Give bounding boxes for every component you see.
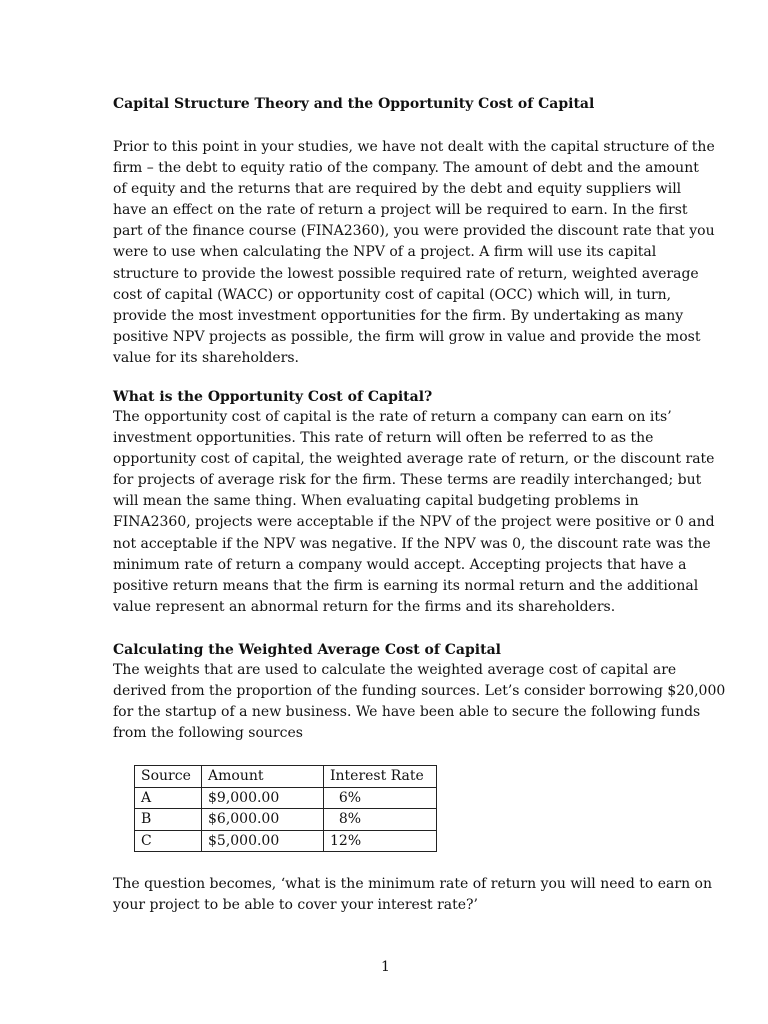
- text-line: positive NPV projects as possible, the firm will grow in value and provide the most: [113, 328, 701, 345]
- document-page: [113, 0, 726, 1024]
- table-cell: B: [135, 809, 202, 831]
- table-cell: 12%: [324, 830, 437, 852]
- text-line: investment opportunities. This rate of return will often be referred to as the: [113, 430, 654, 447]
- text-line: positive return means that the firm is earning its normal return and the additional: [113, 577, 699, 594]
- closing-paragraph: [113, 874, 712, 916]
- wacc-paragraph: [113, 660, 726, 744]
- document-title: Capital Structure Theory and the Opportunity Cost of Capital: [113, 96, 595, 112]
- text-line: have an effect on the rate of return a project will be required to earn. In the first: [113, 202, 688, 219]
- text-line: were to use when calculating the NPV of a project. A firm will use its capital: [113, 244, 657, 261]
- text-line: firm – the debt to equity ratio of the company. The amount of debt and the amount: [113, 160, 699, 177]
- section-heading-wacc: Calculating the Weighted Average Cost of Capital: [113, 642, 501, 658]
- table-cell: A: [135, 787, 202, 809]
- text-line: Prior to this point in your studies, we have not dealt with the capital structure of the: [113, 139, 715, 155]
- text-line: value for its shareholders.: [113, 349, 299, 366]
- text-line: your project to be able to cover your interest rate?’: [113, 897, 479, 914]
- text-line: not acceptable if the NPV was negative. If the NPV was 0, the discount rate was the: [113, 535, 711, 552]
- text-line: structure to provide the lowest possible required rate of return, weighted average: [113, 265, 699, 282]
- funding-sources-table: [134, 765, 437, 852]
- text-line: value represent an abnormal return for the firms and its shareholders.: [113, 598, 616, 615]
- table-header-cell: Interest Rate: [324, 766, 437, 788]
- text-line: part of the finance course (FINA2360), you were provided the discount rate that you: [113, 223, 715, 240]
- table-cell: 8%: [324, 809, 437, 831]
- text-line: FINA2360, projects were acceptable if the NPV of the project were positive or 0 and: [113, 514, 715, 531]
- text-line: for the startup of a new business. We have been able to secure the following funds: [113, 704, 701, 721]
- text-line: will mean the same thing. When evaluating capital budgeting problems in: [113, 493, 639, 510]
- section-heading-opportunity-cost: What is the Opportunity Cost of Capital?: [113, 389, 433, 405]
- text-line: The opportunity cost of capital is the rate of return a company can earn on its’: [113, 409, 672, 425]
- page-number: 1: [381, 959, 390, 975]
- text-line: derived from the proportion of the funding sources. Let’s consider borrowing $20,000: [113, 683, 726, 700]
- table-cell: 6%: [324, 787, 437, 809]
- table-row: [135, 809, 437, 831]
- table-cell: $6,000.00: [202, 809, 324, 831]
- table-row: [135, 830, 437, 852]
- text-line: The weights that are used to calculate the weighted average cost of capital are: [113, 662, 677, 678]
- intro-paragraph: [113, 137, 715, 369]
- text-line: for projects of average risk for the firm. These terms are readily interchanged; but: [113, 472, 702, 489]
- table-row: [135, 787, 437, 809]
- text-line: The question becomes, ‘what is the minimum rate of return you will need to earn on: [113, 876, 712, 892]
- text-line: from the following sources: [113, 725, 303, 742]
- text-line: provide the most investment opportunities for the firm. By undertaking as many: [113, 307, 684, 324]
- text-line: of equity and the returns that are required by the debt and equity suppliers will: [113, 181, 682, 198]
- table-cell: $5,000.00: [202, 830, 324, 852]
- text-line: opportunity cost of capital, the weighted average rate of return, or the discount rate: [113, 451, 715, 468]
- table-cell: $9,000.00: [202, 787, 324, 809]
- text-line: minimum rate of return a company would accept. Accepting projects that have a: [113, 556, 687, 573]
- opportunity-cost-paragraph: [113, 407, 715, 618]
- table-header-row: [135, 766, 437, 788]
- table-cell: C: [135, 830, 202, 852]
- text-line: cost of capital (WACC) or opportunity cost of capital (OCC) which will, in turn,: [113, 286, 672, 303]
- table-header-cell: Amount: [202, 766, 324, 788]
- table-header-cell: Source: [135, 766, 202, 788]
